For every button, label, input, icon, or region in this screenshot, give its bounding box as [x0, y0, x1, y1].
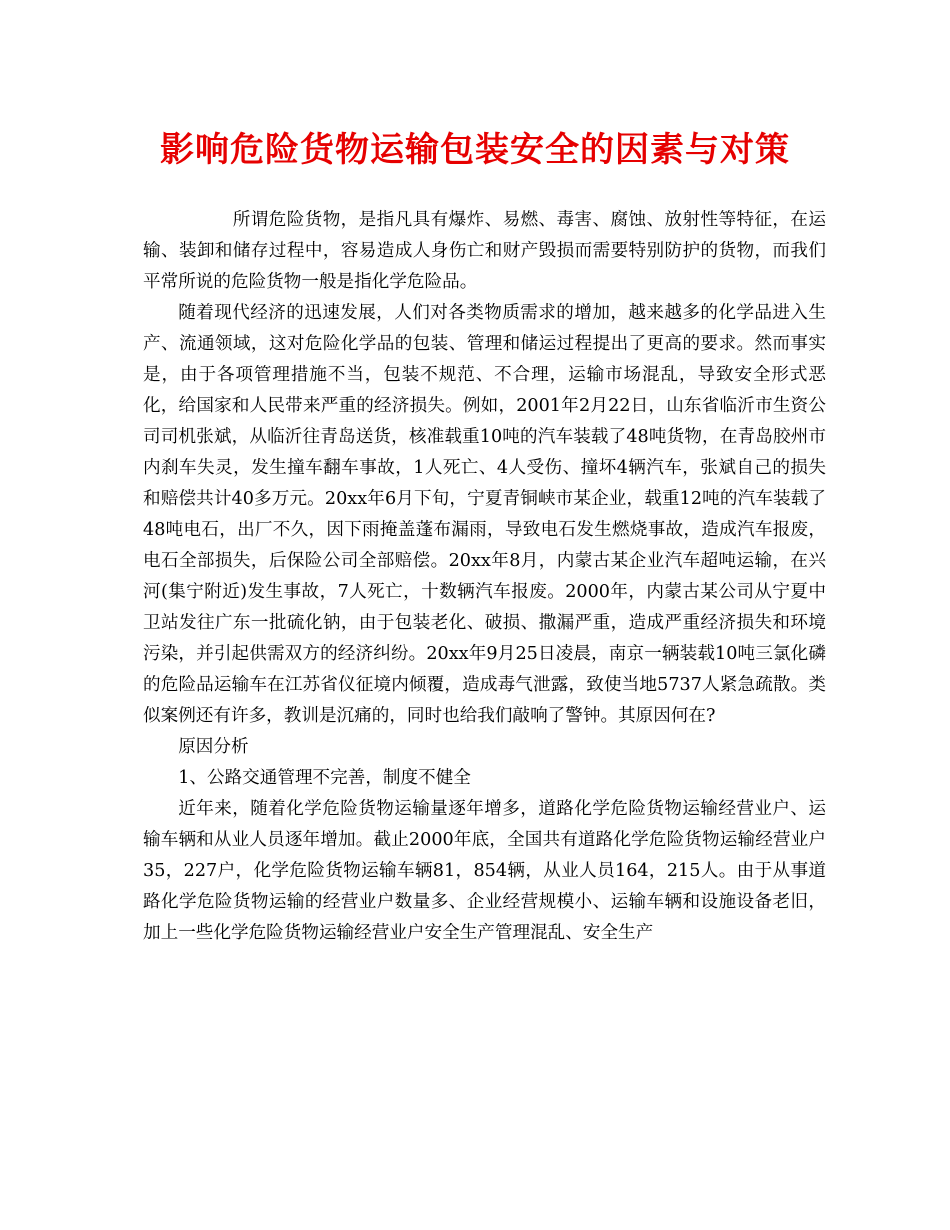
paragraph-definition: 所谓危险货物，是指凡具有爆炸、易燃、毒害、腐蚀、放射性等特征，在运输、装卸和储存过程中，容易造成人身伤亡和财产毁损而需要特别防护的货物，而我们平常所说的危险货物一般是指化学危险品。	[143, 210, 826, 292]
section-heading-cause-analysis: 原因分析	[178, 737, 249, 757]
document-body	[143, 205, 826, 949]
paragraph-recent-years: 近年来，随着化学危险货物运输量逐年增多，道路化学危险货物运输经营业户、运输车辆和从业人员逐年增加。截止2000年底，全国共有道路化学危险货物运输经营业户35，227户，化学危险货物运输车辆81，854辆，从业人员164，215人。由于从事道路化学危险货物运输的经营业户数量多、企业经营规模小、运输车辆和设施设备老旧，加上一些化学危险货物运输经营业户安全生产管理混乱、安全生产	[143, 799, 826, 943]
subsection-heading-traffic-management: 1、公路交通管理不完善，制度不健全	[178, 768, 471, 788]
document-title: 影响危险货物运输包装安全的因素与对策	[160, 130, 790, 170]
paragraph-background: 随着现代经济的迅速发展，人们对各类物质需求的增加，越来越多的化学品进入生产、流通领域，这对危险化学品的包装、管理和储运过程提出了更高的要求。然而事实是，由于各项管理措施不当，包装不规范、不合理，运输市场混乱，导致安全形式恶化，给国家和人民带来严重的经济损失。例如，2001年2月22日，山东省临沂市生资公司司机张斌，从临沂往青岛送货，核准载重10吨的汽车装载了48吨货物，在青岛胶州市内刹车失灵，发生撞车翻车事故，1人死亡、4人受伤、撞坏4辆汽车，张斌自己的损失和赔偿共计40多万元。20xx年6月下旬，宁夏青铜峡市某企业，载重12吨的汽车装载了48吨电石，出厂不久，因下雨掩盖蓬布漏雨，导致电石发生燃烧事故，造成汽车报废，电石全部损失，后保险公司全部赔偿。20xx年8月，内蒙古某企业汽车超吨运输，在兴河(集宁附近)发生事故，7人死亡，十数辆汽车报废。2000年，内蒙古某公司从宁夏中卫站发往广东一批硫化钠，由于包装老化、破损、撒漏严重，造成严重经济损失和环境污染，并引起供需双方的经济纠纷。20xx年9月25日凌晨，南京一辆装载10吨三氯化磷的危险品运输车在江苏省仪征境内倾覆，造成毒气泄露，致使当地5737人紧急疏散。类似案例还有许多，教训是沉痛的，同时也给我们敲响了警钟。其原因何在?	[143, 303, 826, 726]
